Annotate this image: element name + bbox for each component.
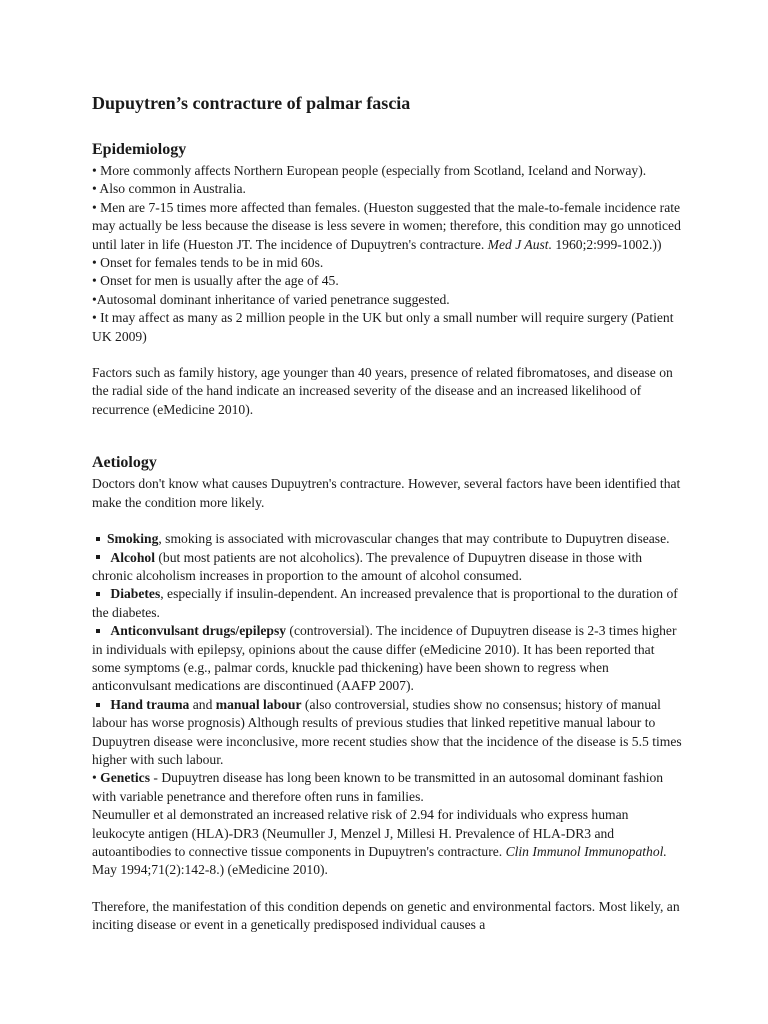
epidemiology-item: • More commonly affects Northern European people (especially from Scotland, Iceland and Norway). xyxy=(92,163,647,178)
aetiology-item-alcohol: Alcohol (but most patients are not alcoholics). The prevalence of Dupuytren disease in those with chronic alcoholism increases in proportion to the amount of alcohol consumed. xyxy=(92,549,643,583)
epidemiology-item: • Onset for females tends to be in mid 60s. xyxy=(92,255,324,271)
square-bullet-icon xyxy=(96,592,100,596)
square-bullet-icon xyxy=(96,629,100,633)
spacer xyxy=(92,419,682,453)
aetiology-item-anticonvulsant: Anticonvulsant drugs/epilepsy (controversial). The incidence of Dupuytren disease is 2-3 times higher in individuals with epilepsy, opinions about the cause differ (eMedicine 2010). It has been reported that some symptoms (e.g., palmar cords, knuckle pad thickening) have been shown to regress when anticonvulsant medications are discontinued (AAFP 2007). xyxy=(92,623,677,694)
aetiology-item-trauma: Hand trauma and manual labour (also controversial, studies show no consensus; history of manual labour has worse prognosis) Although results of previous studies that linked repetitive manual labour to Dupuytren disease were inconclusive, more recent studies show that the incidence of the disease is 5.5 times higher with such labour. xyxy=(92,696,682,767)
aetiology-item-genetics: • Genetics - Dupuytren disease has long been known to be transmitted in an autosomal dominant fashion with variable penetrance and therefore often runs in families. xyxy=(92,770,664,804)
square-bullet-icon xyxy=(96,537,100,541)
spacer xyxy=(92,512,682,530)
square-bullet-icon xyxy=(96,555,100,559)
epidemiology-item: • Onset for men is usually after the age of 45. xyxy=(92,273,339,289)
section-heading-epidemiology: Epidemiology xyxy=(92,141,187,158)
journal-citation: Med J Aust. xyxy=(487,236,552,252)
square-bullet-icon xyxy=(96,703,100,707)
document-content xyxy=(92,92,682,935)
section-heading-aetiology: Aetiology xyxy=(92,454,157,472)
journal-citation: Clin Immunol Immunopathol. xyxy=(505,844,667,859)
aetiology-genetics-detail: Neumuller et al demonstrated an increased relative risk of 2.94 for individuals who express human leukocyte antigen (HLA)-DR3 (Neumuller J, Menzel J, Millesi H. Prevalence of HLA-DR3 and autoantibodies to connective tissue components in Dupuytren's contracture. Clin Immunol Immunopathol. May 1994;71(2):142-8.) (eMedicine 2010). xyxy=(92,807,667,878)
closing-paragraph: Therefore, the manifestation of this condition depends on genetic and environmental factors. Most likely, an inciting disease or event in a genetically predisposed individual causes a xyxy=(92,898,680,933)
aetiology-item-diabetes: Diabetes, especially if insulin-dependent. An increased prevalence that is proportional to the duration of the diabetes. xyxy=(92,586,678,620)
epidemiology-item: •Autosomal dominant inheritance of varied penetrance suggested. xyxy=(92,291,450,307)
spacer xyxy=(92,346,682,364)
spacer xyxy=(92,880,682,898)
page-title: Dupuytren’s contracture of palmar fascia xyxy=(92,93,411,113)
epidemiology-item: • Also common in Australia. xyxy=(92,181,246,197)
aetiology-intro: Doctors don't know what causes Dupuytren's contracture. However, several factors have been identified that make the condition more likely. xyxy=(92,476,681,510)
factors-paragraph: Factors such as family history, age younger than 40 years, presence of related fibromatoses, and disease on the radial side of the hand indicate an increased severity of the disease and an increased likelihood of recurrence (eMedicine 2010). xyxy=(92,365,673,417)
epidemiology-item: • It may affect as many as 2 million people in the UK but only a small number will require surgery (Patient UK 2009) xyxy=(92,310,674,344)
epidemiology-item: • Men are 7-15 times more affected than females. (Hueston suggested that the male-to-female incidence rate may actually be less because the disease is less severe in women; therefore, this condition may go unnoticed until later in life (Hueston JT. The incidence of Dupuytren's contracture. Med J Aust. 1960;2:999-1002.)) xyxy=(92,199,681,252)
aetiology-item-smoking: Smoking, smoking is associated with microvascular changes that may contribute to Dupuytren disease. xyxy=(92,530,682,548)
